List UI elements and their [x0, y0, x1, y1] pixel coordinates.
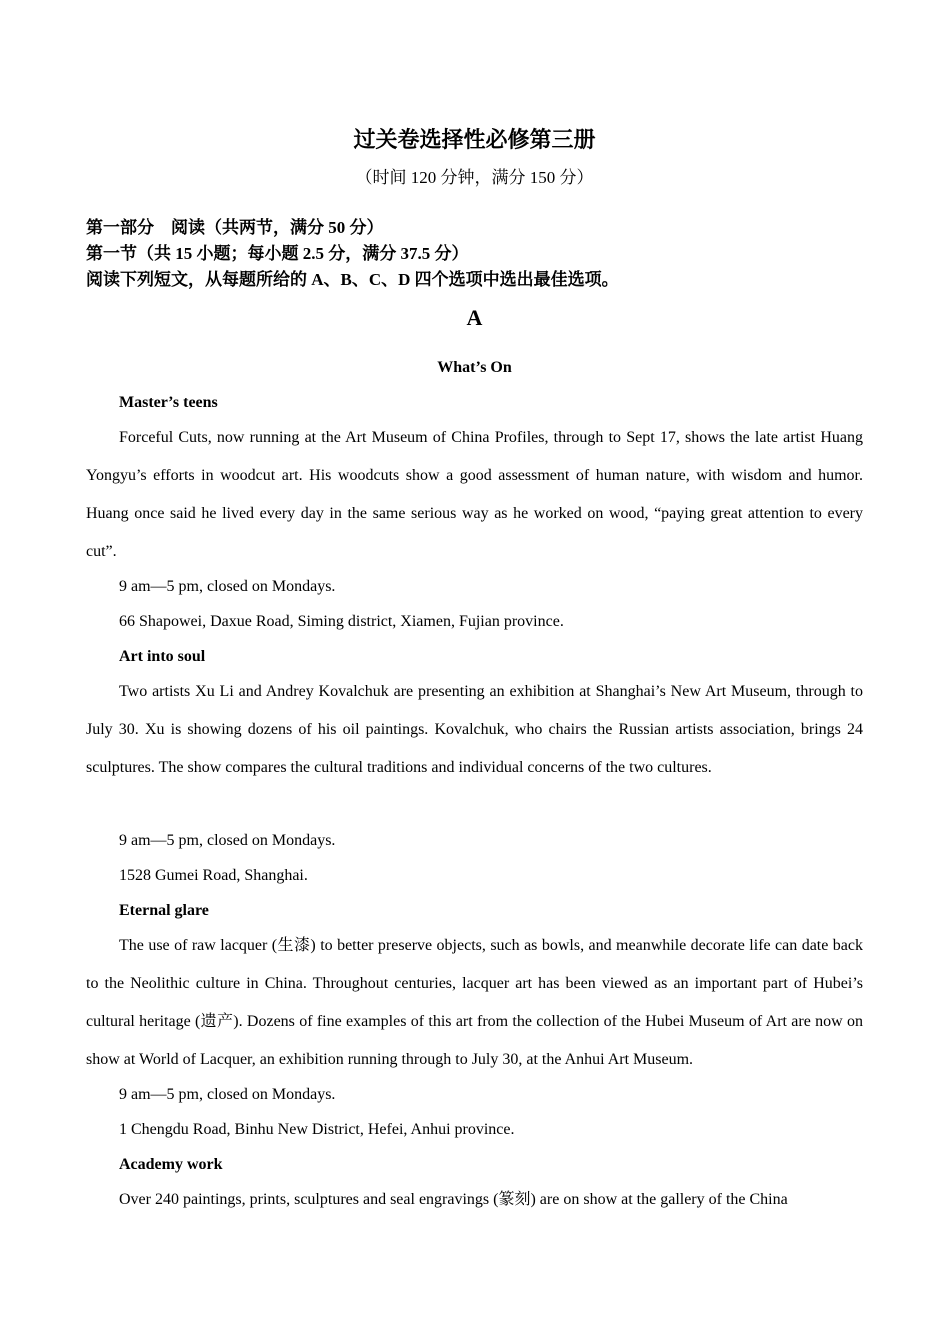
item-hours: 9 am—5 pm, closed on Mondays.	[119, 578, 336, 595]
item-heading: Master’s teens	[119, 394, 218, 411]
part-heading: 第一部分 阅读（共两节，满分 50 分）	[86, 218, 384, 237]
item-address: 1528 Gumei Road, Shanghai.	[119, 867, 308, 884]
item-body: Over 240 paintings, prints, sculptures and seal engravings (篆刻) are on show at the gallery of the China	[119, 1191, 788, 1208]
section-heading: 第一节（共 15 小题；每小题 2.5 分，满分 37.5 分）	[86, 244, 469, 263]
directions-text: 阅读下列短文，从每题所给的 A、B、C、D 四个选项中选出最佳选项。	[86, 270, 619, 289]
item-body: Forceful Cuts, now running at the Art Museum of China Profiles, through to Sept 17, shows the late artist Huang Yongyu’s efforts in woodcut art. His woodcuts show a good assessment of human nature, with wisdom and humor. Huang once said he lived every day in the same serious way as he worked on wood, “paying great attention to every cut”.	[86, 429, 863, 560]
item-address: 1 Chengdu Road, Binhu New District, Hefei, Anhui province.	[119, 1121, 515, 1138]
page-title: 过关卷选择性必修第三册	[353, 128, 596, 153]
item-heading: Art into soul	[119, 648, 206, 665]
item-body: The use of raw lacquer (生漆) to better preserve objects, such as bowls, and meanwhile decorate life can date back to the Neolithic culture in China. Throughout centuries, lacquer art has been viewed as an important part of Hubei’s cultural heritage (遗产). Dozens of fine examples of this art from the collection of the Hubei Museum of Art are now on show at World of Lacquer, an exhibition running through to July 30, at the Anhui Art Museum.	[86, 937, 863, 1068]
item-heading: Academy work	[119, 1156, 223, 1173]
item-heading: Eternal glare	[119, 902, 209, 919]
item-address: 66 Shapowei, Daxue Road, Siming district, Xiamen, Fujian province.	[119, 613, 564, 630]
item-hours: 9 am—5 pm, closed on Mondays.	[119, 1086, 336, 1103]
passage-letter: A	[466, 305, 483, 330]
item-hours: 9 am—5 pm, closed on Mondays.	[119, 832, 336, 849]
page-subtitle: （时间 120 分钟，满分 150 分）	[355, 168, 594, 187]
item-body: Two artists Xu Li and Andrey Kovalchuk are presenting an exhibition at Shanghai’s New Art Museum, through to July 30. Xu is showing dozens of his oil paintings. Kovalchuk, who chairs the Russian artists association, brings 24 sculptures. The show compares the cultural traditions and individual concerns of the two cultures.	[86, 683, 863, 776]
passage-title: What’s On	[437, 359, 512, 376]
